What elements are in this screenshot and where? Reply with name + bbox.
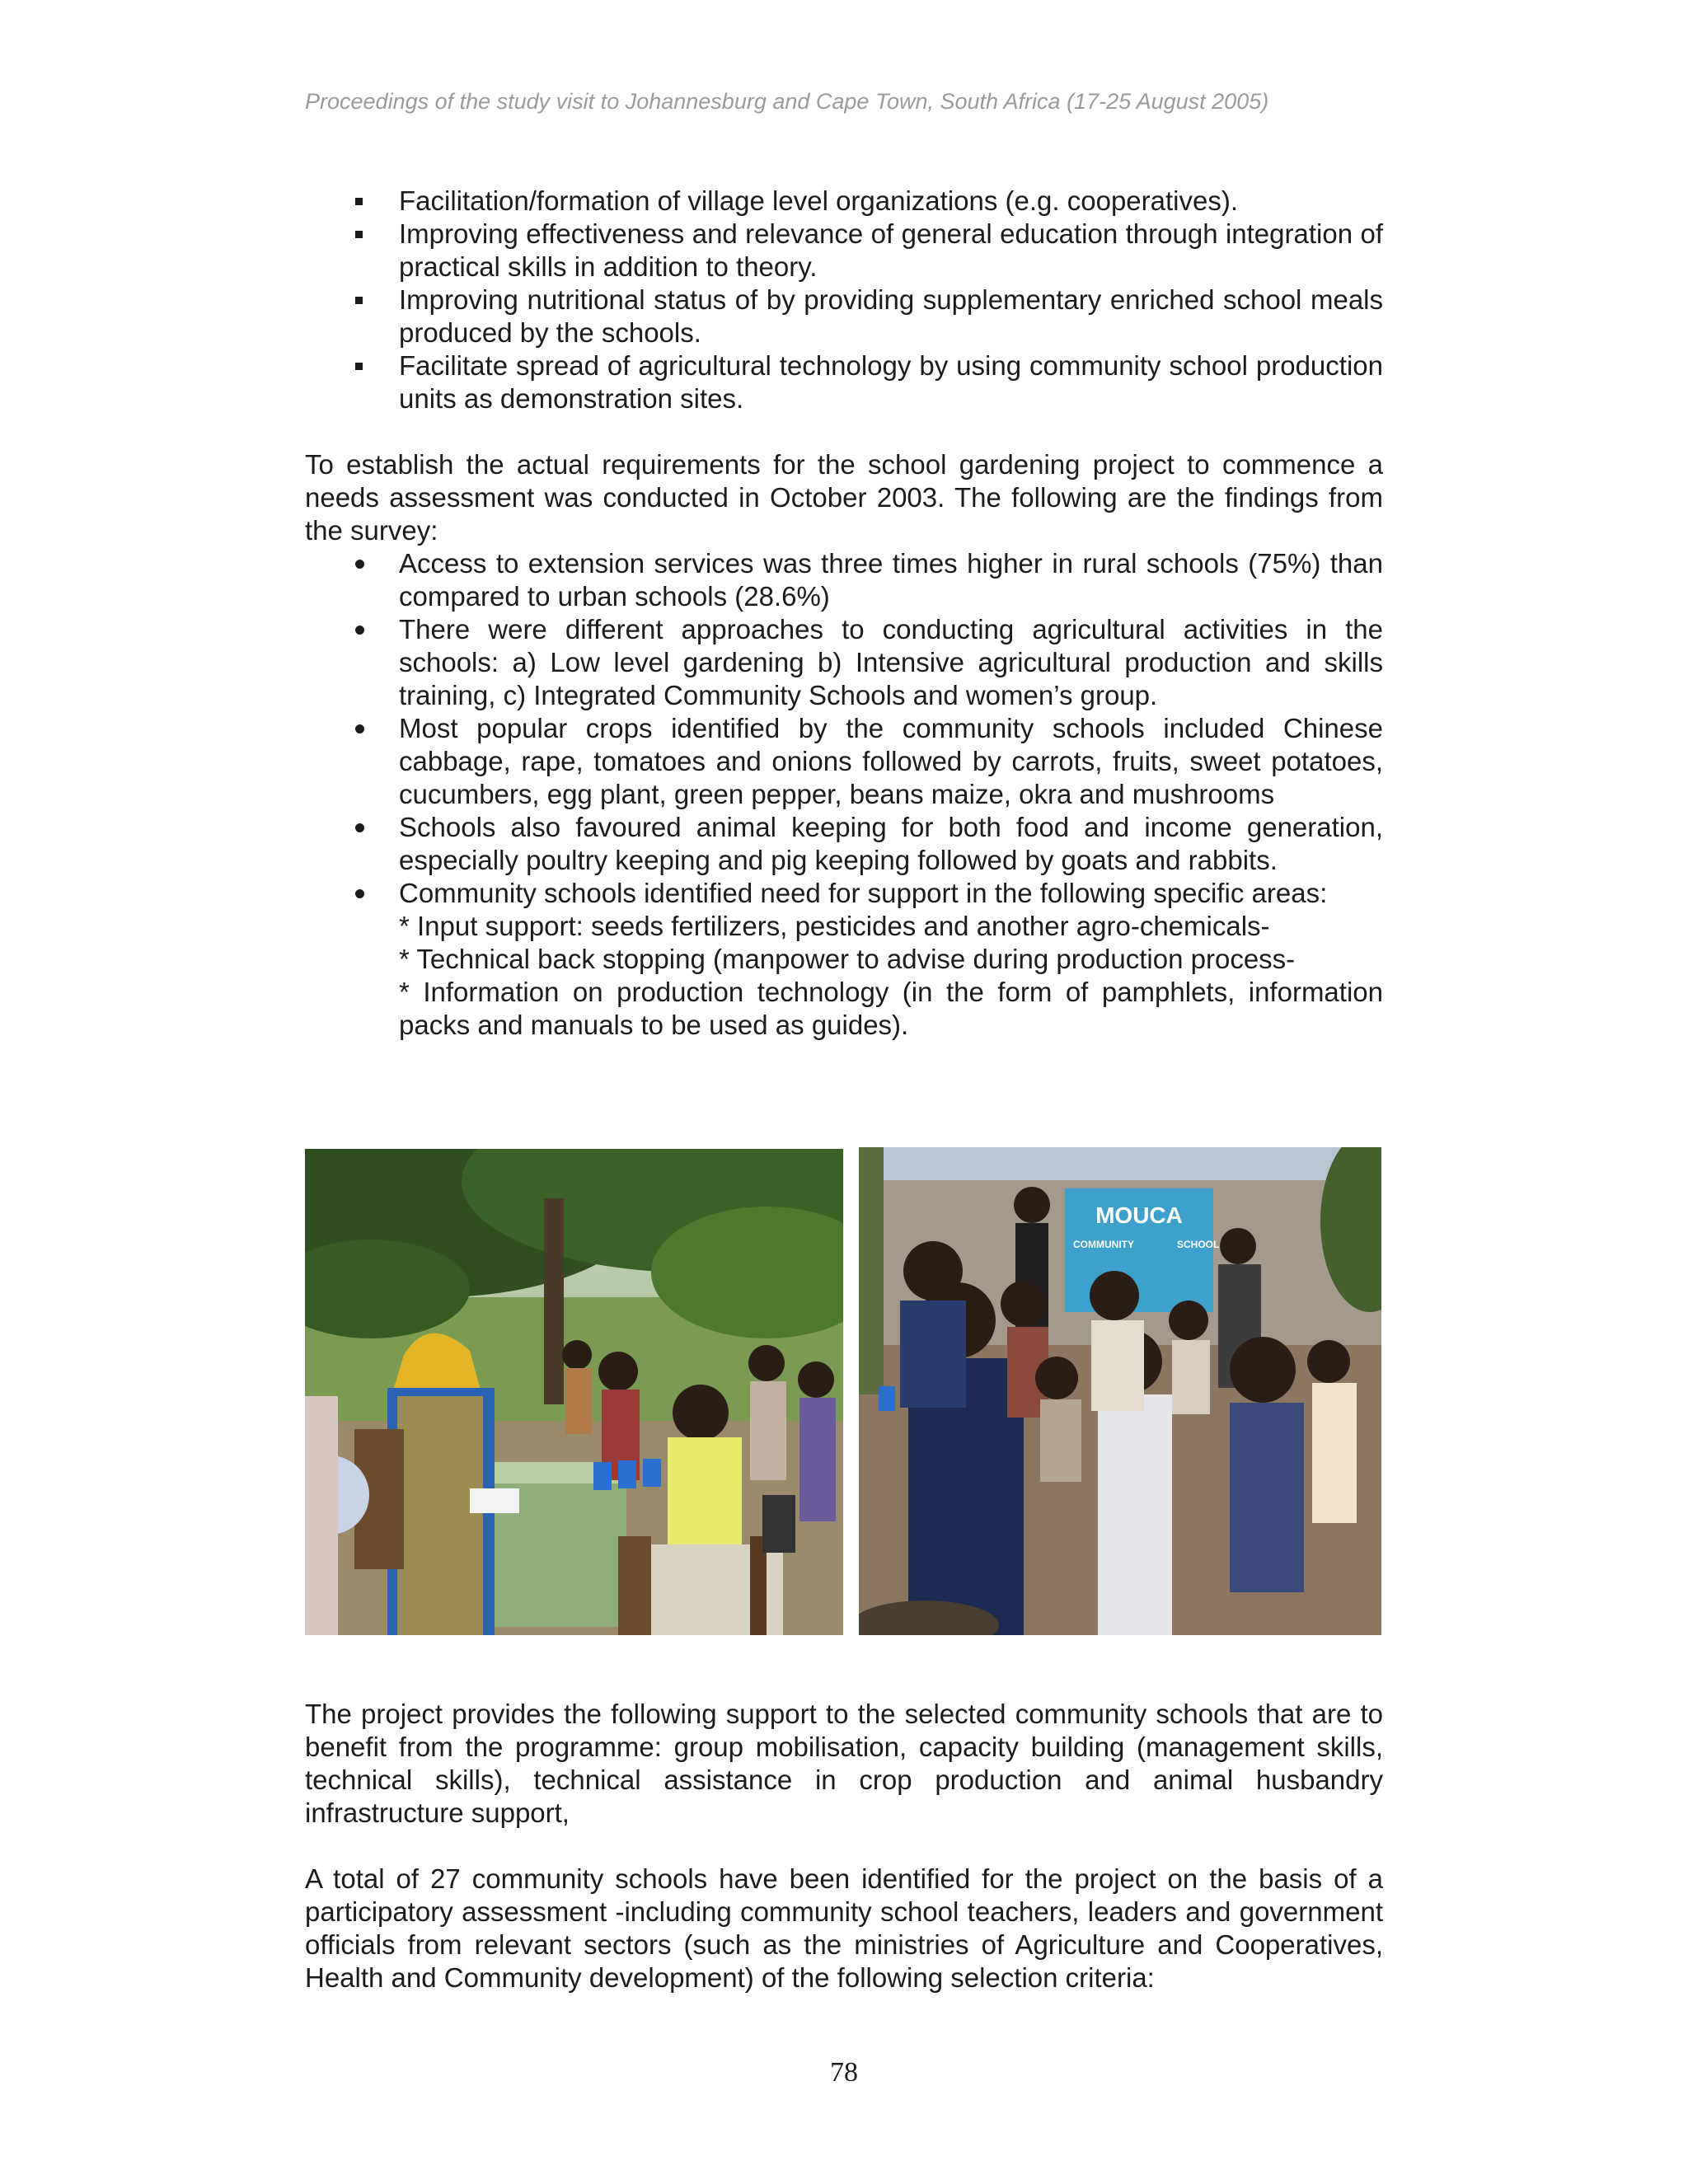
findings-list	[305, 547, 1383, 1042]
support-paragraph: The project provides the following support to the selected community schools that are to benefit from the programme: group mobilisation, capacity building (management skills, technical skills), technical assistance in crop production and animal husbandry infrastructure support,	[305, 1699, 1383, 1828]
meal-distribution-illustration	[305, 1149, 843, 1635]
photo-row	[305, 1149, 1381, 1635]
school-sign-school: SCHOOL	[1177, 1239, 1220, 1250]
selection-paragraph: A total of 27 community schools have been identified for the project on the basis of a participatory assessment -including community school teachers, leaders and government officials from relevant sectors (such as the ministries of Agriculture and Cooperatives, Health and Community development) of the following selection criteria:	[305, 1863, 1383, 1993]
school-sign-community: COMMUNITY	[1073, 1239, 1134, 1250]
list-item: Improving nutritional status of by providing supplementary enriched school meals produced by the schools.	[305, 284, 1383, 349]
support-needs-lead: Community schools identified need for support in the following specific areas:	[399, 878, 1328, 908]
list-item: Most popular crops identified by the community schools included Chinese cabbage, rape, tomatoes and onions followed by carrots, fruits, sweet potatoes, cucumbers, egg plant, green pepper, beans maize, okra and mushrooms	[305, 712, 1383, 811]
list-item: Schools also favoured animal keeping for both food and income generation, especially poultry keeping and pig keeping followed by goats and rabbits.	[305, 811, 1383, 877]
objectives-list	[305, 185, 1383, 415]
page-number: 78	[830, 2057, 858, 2088]
school-children-illustration	[859, 1147, 1381, 1635]
support-needs-item	[305, 877, 1383, 1042]
photo-school-children	[859, 1147, 1381, 1635]
photo-meal-distribution	[305, 1149, 843, 1635]
running-header: Proceedings of the study visit to Johannesburg and Cape Town, South Africa (17-25 August 2005)	[305, 89, 1269, 114]
school-sign-title: MOUCA	[1095, 1202, 1183, 1228]
main-content	[305, 185, 1383, 1042]
intro-paragraph: To establish the actual requirements for the school gardening project to commence a needs assessment was conducted in October 2003. The following are the findings from the survey:	[305, 449, 1383, 546]
list-item: Facilitate spread of agricultural technology by using community school production units as demonstration sites.	[305, 349, 1383, 415]
list-item: There were different approaches to conducting agricultural activities in the schools: a) Low level gardening b) Intensive agricultural production and skills training, c) Integrated Community Schools and women’s group.	[305, 613, 1383, 712]
list-item: Access to extension services was three times higher in rural schools (75%) than compared to urban schools (28.6%)	[305, 547, 1383, 613]
list-item: Facilitation/formation of village level organizations (e.g. cooperatives).	[305, 185, 1383, 218]
support-need-input: * Input support: seeds fertilizers, pesticides and another agro-chemicals-	[399, 911, 1270, 941]
support-need-technical: * Technical back stopping (manpower to advise during production process-	[399, 944, 1296, 974]
lower-content	[305, 1698, 1383, 1994]
list-item: Improving effectiveness and relevance of general education through integration of practical skills in addition to theory.	[305, 218, 1383, 284]
support-need-information: * Information on production technology (in the form of pamphlets, information packs and manuals to be used as guides).	[399, 977, 1383, 1040]
